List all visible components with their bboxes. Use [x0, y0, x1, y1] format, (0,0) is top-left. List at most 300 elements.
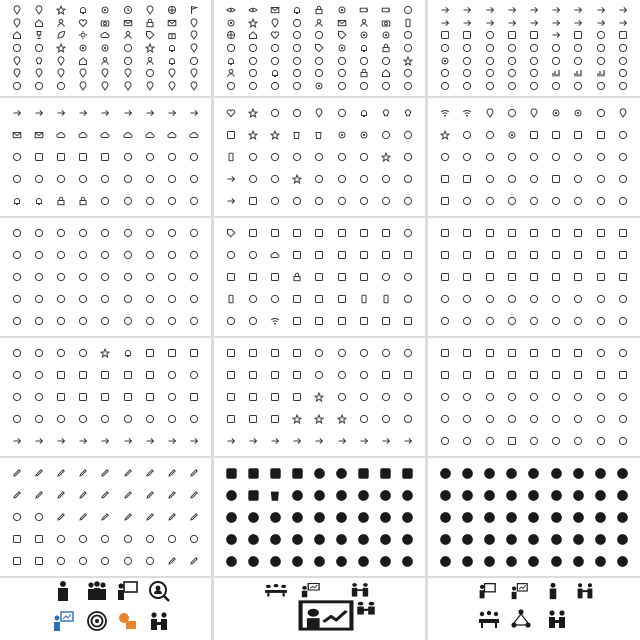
- circle-icon: [529, 81, 539, 91]
- circle-icon: [145, 68, 155, 78]
- circle-icon: [596, 392, 606, 402]
- pin-icon: [189, 18, 199, 28]
- circle-icon: [248, 316, 258, 326]
- circle-icon: [56, 534, 66, 544]
- gear-icon: [78, 43, 88, 53]
- circle-icon: [335, 467, 348, 480]
- square-icon: [78, 392, 88, 402]
- square-icon: [292, 348, 302, 358]
- pin-icon: [123, 68, 133, 78]
- square-icon: [507, 348, 517, 358]
- user-icon: [100, 56, 110, 66]
- tile-documents-line-icons: [0, 338, 211, 456]
- circle-icon: [145, 250, 155, 260]
- star-icon: [292, 174, 302, 184]
- square-icon: [485, 228, 495, 238]
- square-icon: [529, 348, 539, 358]
- circle-icon: [167, 196, 177, 206]
- pin-icon: [100, 81, 110, 91]
- circle-icon: [529, 316, 539, 326]
- square-icon: [462, 30, 472, 40]
- circle-icon: [248, 294, 258, 304]
- tile-editing-line-icons: [214, 338, 425, 456]
- circle-icon: [485, 30, 495, 40]
- circle-icon: [485, 130, 495, 140]
- circle-icon: [440, 392, 450, 402]
- cloud-icon: [100, 130, 110, 140]
- circle-icon: [337, 152, 347, 162]
- circle-icon: [573, 81, 583, 91]
- circle-icon: [167, 228, 177, 238]
- square-icon: [440, 228, 450, 238]
- circle-icon: [551, 294, 561, 304]
- pin-icon: [34, 5, 44, 15]
- square-icon: [507, 370, 517, 380]
- circle-icon: [167, 370, 177, 380]
- sun-icon: [78, 30, 88, 40]
- circle-icon: [572, 467, 585, 480]
- circle-icon: [485, 294, 495, 304]
- circle-icon: [291, 489, 304, 502]
- arrow-icon: [403, 436, 413, 446]
- arrow-icon: [167, 108, 177, 118]
- star-icon: [100, 348, 110, 358]
- circle-icon: [485, 316, 495, 326]
- circle-icon: [145, 414, 155, 424]
- circle-icon: [401, 511, 414, 524]
- cloud-icon: [270, 250, 280, 260]
- circle-icon: [616, 489, 629, 502]
- circle-icon: [56, 250, 66, 260]
- gear-icon: [381, 30, 391, 40]
- square-icon: [269, 467, 282, 480]
- circle-icon: [403, 196, 413, 206]
- circle-icon: [189, 228, 199, 238]
- bar-icon: [551, 68, 561, 78]
- square-icon: [270, 272, 280, 282]
- square-icon: [226, 370, 236, 380]
- pen-icon: [34, 468, 44, 478]
- mail-icon: [34, 130, 44, 140]
- pen-icon: [145, 468, 155, 478]
- circle-icon: [292, 196, 302, 206]
- circle-icon: [292, 108, 302, 118]
- circle-icon: [314, 56, 324, 66]
- pin-icon: [529, 108, 539, 118]
- target-icon: [86, 610, 108, 632]
- circle-icon: [461, 467, 474, 480]
- circle-icon: [34, 43, 44, 53]
- mail-icon: [123, 18, 133, 28]
- square-icon: [337, 272, 347, 282]
- circle-icon: [167, 272, 177, 282]
- square-icon: [270, 414, 280, 424]
- circle-icon: [56, 272, 66, 282]
- square-icon: [529, 370, 539, 380]
- circle-icon: [618, 68, 628, 78]
- circle-icon: [403, 174, 413, 184]
- circle-icon: [314, 68, 324, 78]
- circle-icon: [596, 56, 606, 66]
- circle-icon: [270, 81, 280, 91]
- pin-icon: [618, 108, 628, 118]
- circle-icon: [618, 174, 628, 184]
- circle-icon: [34, 370, 44, 380]
- icon-grid: [434, 222, 634, 332]
- arrow-icon: [34, 108, 44, 118]
- square-icon: [270, 370, 280, 380]
- circle-icon: [550, 533, 563, 546]
- flag-icon: [189, 5, 199, 15]
- circle-icon: [618, 43, 628, 53]
- circle-icon: [572, 511, 585, 524]
- square-icon: [596, 370, 606, 380]
- circle-icon: [483, 533, 496, 546]
- square-icon: [189, 348, 199, 358]
- pen-icon: [145, 512, 155, 522]
- square-icon: [337, 250, 347, 260]
- square-icon: [551, 250, 561, 260]
- circle-icon: [439, 467, 452, 480]
- square-icon: [596, 272, 606, 282]
- circle-icon: [440, 436, 450, 446]
- circle-icon: [618, 414, 628, 424]
- circle-icon: [335, 489, 348, 502]
- pin-icon: [145, 5, 155, 15]
- arrow-icon: [507, 5, 517, 15]
- circle-icon: [314, 196, 324, 206]
- star-icon: [248, 130, 258, 140]
- pen-icon: [100, 490, 110, 500]
- square-icon: [100, 370, 110, 380]
- circle-icon: [527, 511, 540, 524]
- arrow-icon: [462, 18, 472, 28]
- circle-icon: [439, 533, 452, 546]
- square-icon: [56, 392, 66, 402]
- icon-grid: [6, 4, 205, 92]
- cup-icon: [269, 489, 282, 502]
- circle-icon: [527, 489, 540, 502]
- board-icon: [116, 580, 138, 602]
- circle-icon: [485, 56, 495, 66]
- pin-icon: [189, 81, 199, 91]
- circle-icon: [226, 43, 236, 53]
- square-icon: [359, 272, 369, 282]
- circle-icon: [403, 348, 413, 358]
- circle-icon: [618, 196, 628, 206]
- circle-icon: [381, 56, 391, 66]
- user-icon: [359, 18, 369, 28]
- circle-icon: [78, 556, 88, 566]
- bell-icon: [78, 5, 88, 15]
- circle-icon: [269, 511, 282, 524]
- circle-icon: [292, 30, 302, 40]
- pen-icon: [167, 490, 177, 500]
- circle-icon: [594, 467, 607, 480]
- icon-grid: [6, 342, 205, 452]
- pin-icon: [485, 108, 495, 118]
- star-icon: [314, 392, 324, 402]
- pen-icon: [167, 468, 177, 478]
- bulb-icon: [403, 108, 413, 118]
- circle-icon: [314, 30, 324, 40]
- square-icon: [100, 152, 110, 162]
- circle-icon: [292, 18, 302, 28]
- circle-icon: [248, 81, 258, 91]
- circle-icon: [618, 392, 628, 402]
- bell-icon: [226, 56, 236, 66]
- home-icon: [34, 18, 44, 28]
- pin-icon: [12, 56, 22, 66]
- circle-icon: [314, 152, 324, 162]
- square-icon: [167, 348, 177, 358]
- circle-icon: [485, 196, 495, 206]
- circle-icon: [100, 556, 110, 566]
- square-icon: [618, 272, 628, 282]
- circle-icon: [551, 316, 561, 326]
- circle-icon: [529, 174, 539, 184]
- square-icon: [551, 130, 561, 140]
- circle-icon: [440, 68, 450, 78]
- circle-icon: [123, 556, 133, 566]
- circle-icon: [529, 436, 539, 446]
- circle-icon: [551, 43, 561, 53]
- circle-icon: [381, 392, 391, 402]
- square-icon: [485, 348, 495, 358]
- tile-graphics-line-icons: [0, 458, 211, 576]
- circle-icon: [292, 152, 302, 162]
- mail-icon: [12, 130, 22, 140]
- arrow-icon: [573, 5, 583, 15]
- circle-icon: [291, 555, 304, 568]
- circle-icon: [618, 436, 628, 446]
- gear-icon: [100, 5, 110, 15]
- circle-icon: [403, 392, 413, 402]
- circle-icon: [381, 81, 391, 91]
- circle-icon: [189, 316, 199, 326]
- board-icon: [478, 582, 496, 600]
- circle-icon: [596, 316, 606, 326]
- pin-icon: [145, 81, 155, 91]
- icon-grid: [220, 102, 419, 212]
- circle-icon: [34, 294, 44, 304]
- circle-icon: [507, 43, 517, 53]
- circle-icon: [189, 250, 199, 260]
- icon-grid: [220, 222, 419, 332]
- circle-icon: [440, 43, 450, 53]
- circle-icon: [189, 174, 199, 184]
- circle-icon: [270, 294, 280, 304]
- square-icon: [337, 228, 347, 238]
- square-icon: [507, 228, 517, 238]
- circle-icon: [145, 228, 155, 238]
- user-icon: [145, 56, 155, 66]
- circle-icon: [485, 152, 495, 162]
- cloud-icon: [189, 130, 199, 140]
- circle-icon: [313, 511, 326, 524]
- square-icon: [618, 228, 628, 238]
- square-icon: [403, 316, 413, 326]
- circle-icon: [550, 489, 563, 502]
- circle-icon: [594, 489, 607, 502]
- square-icon: [485, 272, 495, 282]
- star-icon: [270, 130, 280, 140]
- arrow-icon: [34, 436, 44, 446]
- circle-icon: [335, 511, 348, 524]
- pin-icon: [34, 68, 44, 78]
- gear-icon: [359, 130, 369, 140]
- chart-person-icon: [510, 582, 528, 600]
- circle-icon: [529, 43, 539, 53]
- circle-icon: [335, 533, 348, 546]
- circle-icon: [462, 43, 472, 53]
- icon-grid: [6, 222, 205, 332]
- circle-icon: [313, 555, 326, 568]
- circle-icon: [337, 392, 347, 402]
- star-icon: [440, 130, 450, 140]
- circle-icon: [573, 316, 583, 326]
- gear-icon: [440, 56, 450, 66]
- tile-sports-solid-icons: [214, 458, 425, 576]
- globe-icon: [226, 30, 236, 40]
- circle-icon: [462, 316, 472, 326]
- circle-icon: [403, 130, 413, 140]
- arrow-icon: [189, 436, 199, 446]
- circle-icon: [485, 392, 495, 402]
- circle-icon: [100, 294, 110, 304]
- circle-icon: [483, 511, 496, 524]
- pin-icon: [189, 68, 199, 78]
- circle-icon: [226, 316, 236, 326]
- circle-icon: [551, 414, 561, 424]
- square-icon: [123, 370, 133, 380]
- arrow-icon: [226, 436, 236, 446]
- arrow-icon: [440, 18, 450, 28]
- circle-icon: [550, 467, 563, 480]
- circle-icon: [440, 414, 450, 424]
- battery-icon: [359, 5, 369, 15]
- circle-icon: [12, 228, 22, 238]
- arrow-icon: [78, 108, 88, 118]
- circle-icon: [12, 348, 22, 358]
- circle-icon: [189, 152, 199, 162]
- pen-icon: [145, 490, 155, 500]
- circle-icon: [529, 414, 539, 424]
- arrow-icon: [78, 436, 88, 446]
- lock-icon: [292, 272, 302, 282]
- search-person-icon: [148, 580, 170, 602]
- square-icon: [292, 316, 302, 326]
- circle-icon: [401, 489, 414, 502]
- circle-icon: [381, 174, 391, 184]
- bulb-icon: [381, 108, 391, 118]
- circle-icon: [56, 294, 66, 304]
- circle-icon: [379, 489, 392, 502]
- square-icon: [401, 467, 414, 480]
- arrow-icon: [145, 436, 155, 446]
- arrow-icon: [167, 436, 177, 446]
- pin-icon: [100, 68, 110, 78]
- circle-icon: [573, 436, 583, 446]
- square-icon: [359, 228, 369, 238]
- circle-icon: [337, 370, 347, 380]
- pen-icon: [78, 468, 88, 478]
- pen-icon: [167, 512, 177, 522]
- icon-grid: [434, 462, 634, 572]
- clock-icon: [123, 5, 133, 15]
- tag-icon: [314, 43, 324, 53]
- circle-icon: [381, 196, 391, 206]
- circle-icon: [100, 250, 110, 260]
- circle-icon: [359, 392, 369, 402]
- pen-icon: [56, 512, 66, 522]
- arrow-icon: [551, 5, 561, 15]
- star-icon: [337, 414, 347, 424]
- tile-business-line-icons: [428, 98, 640, 216]
- square-icon: [529, 250, 539, 260]
- square-icon: [100, 392, 110, 402]
- circle-icon: [381, 414, 391, 424]
- bulb-icon: [34, 56, 44, 66]
- circle-icon: [337, 68, 347, 78]
- bell-icon: [167, 56, 177, 66]
- globe-icon: [167, 5, 177, 15]
- phone-icon: [403, 18, 413, 28]
- circle-icon: [12, 174, 22, 184]
- pen-icon: [56, 490, 66, 500]
- square-icon: [379, 467, 392, 480]
- arrow-icon: [226, 174, 236, 184]
- circle-icon: [56, 174, 66, 184]
- circle-icon: [505, 533, 518, 546]
- bell-icon: [12, 196, 22, 206]
- square-icon: [381, 370, 391, 380]
- circle-icon: [123, 534, 133, 544]
- square-icon: [56, 152, 66, 162]
- gear-icon: [573, 108, 583, 118]
- square-icon: [34, 556, 44, 566]
- arrow-icon: [100, 436, 110, 446]
- leaf-icon: [56, 30, 66, 40]
- circle-icon: [56, 414, 66, 424]
- circle-icon: [527, 533, 540, 546]
- meeting-icon: [478, 608, 500, 630]
- square-icon: [314, 250, 324, 260]
- circle-icon: [596, 294, 606, 304]
- star-icon: [56, 5, 66, 15]
- cloud-icon: [56, 130, 66, 140]
- square-icon: [247, 467, 260, 480]
- circle-icon: [403, 414, 413, 424]
- square-icon: [573, 370, 583, 380]
- tile-communication-line-icons: [428, 338, 640, 456]
- square-icon: [440, 272, 450, 282]
- square-icon: [381, 250, 391, 260]
- arrow-icon: [573, 18, 583, 28]
- team-icon: [86, 580, 108, 602]
- gift-icon: [167, 30, 177, 40]
- wifi-icon: [440, 108, 450, 118]
- pen-icon: [123, 490, 133, 500]
- circle-icon: [145, 196, 155, 206]
- circle-icon: [439, 555, 452, 568]
- square-icon: [596, 250, 606, 260]
- circle-icon: [123, 250, 133, 260]
- circle-icon: [189, 294, 199, 304]
- square-icon: [123, 392, 133, 402]
- tag-icon: [226, 228, 236, 238]
- tag-icon: [337, 30, 347, 40]
